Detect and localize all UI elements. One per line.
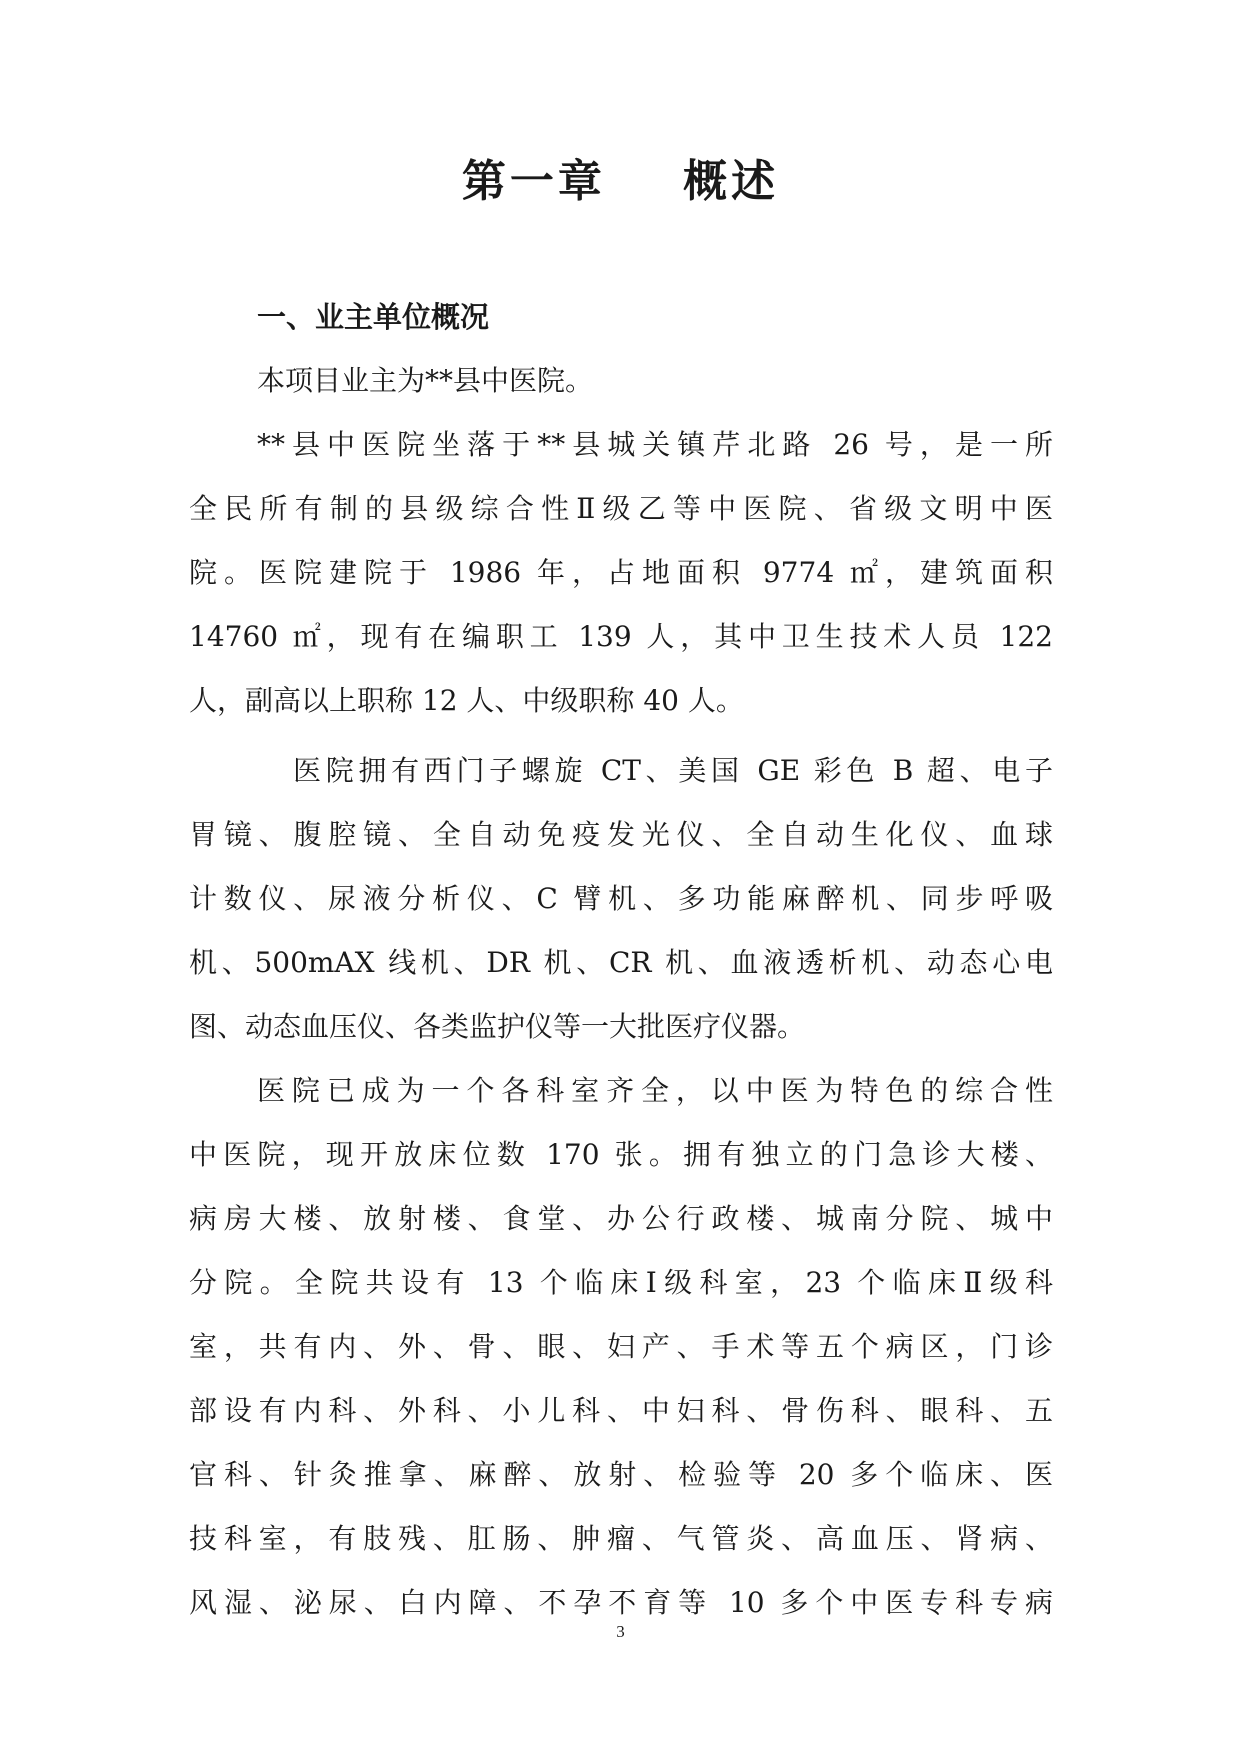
document-body — [189, 285, 1053, 1635]
paragraph-line: 医院拥有西门子螺旋 CT、美国 GE 彩色 B 超、电子 — [293, 754, 1053, 787]
paragraph — [189, 349, 1053, 413]
paragraph-line: 院。医院建院于 1986 年，占地面积 9774 ㎡，建筑面积 — [189, 556, 1053, 589]
paragraph-line: 技科室，有肢残、肛肠、肿瘤、气管炎、高血压、肾病、 — [189, 1522, 1053, 1555]
paragraph — [189, 413, 1053, 733]
paragraph-line: 胃镜、腹腔镜、全自动免疫发光仪、全自动生化仪、血球 — [189, 818, 1053, 851]
paragraph — [189, 1059, 1053, 1635]
paragraph-line: 本项目业主为**县中医院。 — [257, 364, 594, 397]
paragraph-line: 机、500mAX 线机、DR 机、CR 机、血液透析机、动态心电 — [189, 946, 1053, 979]
paragraph-line: 医院已成为一个各科室齐全，以中医为特色的综合性 — [257, 1074, 1053, 1107]
paragraph-line: **县中医院坐落于**县城关镇芹北路 26 号，是一所 — [257, 428, 1053, 461]
chapter-title: 第一章 概述 — [461, 156, 780, 207]
paragraph-line: 风湿、泌尿、白内障、不孕不育等 10 多个中医专科专病 — [189, 1586, 1053, 1619]
paragraph-line: 官科、针灸推拿、麻醉、放射、检验等 20 多个临床、医 — [189, 1458, 1053, 1491]
paragraph-line: 病房大楼、放射楼、食堂、办公行政楼、城南分院、城中 — [189, 1202, 1053, 1235]
paragraph-line: 人，副高以上职称 12 人、中级职称 40 人。 — [189, 684, 744, 717]
paragraph-line: 图、动态血压仪、各类监护仪等一大批医疗仪器。 — [189, 1010, 806, 1043]
paragraph-line: 分院。全院共设有 13 个临床Ⅰ级科室，23 个临床Ⅱ级科 — [189, 1266, 1053, 1299]
paragraph-line: 部设有内科、外科、小儿科、中妇科、骨伤科、眼科、五 — [189, 1394, 1053, 1427]
paragraph-line: 全民所有制的县级综合性Ⅱ级乙等中医院、省级文明中医 — [189, 492, 1053, 525]
paragraph-line: 中医院，现开放床位数 170 张。拥有独立的门急诊大楼、 — [189, 1138, 1053, 1171]
paragraph — [189, 739, 1053, 1059]
paragraph-line: 计数仪、尿液分析仪、C 臂机、多功能麻醉机、同步呼吸 — [189, 882, 1053, 915]
section-heading: 一、业主单位概况 — [257, 300, 490, 334]
paragraph-line: 14760 ㎡，现有在编职工 139 人，其中卫生技术人员 122 — [189, 620, 1053, 653]
paragraph-line: 室，共有内、外、骨、眼、妇产、手术等五个病区，门诊 — [189, 1330, 1053, 1363]
page-number: 3 — [616, 1622, 625, 1641]
